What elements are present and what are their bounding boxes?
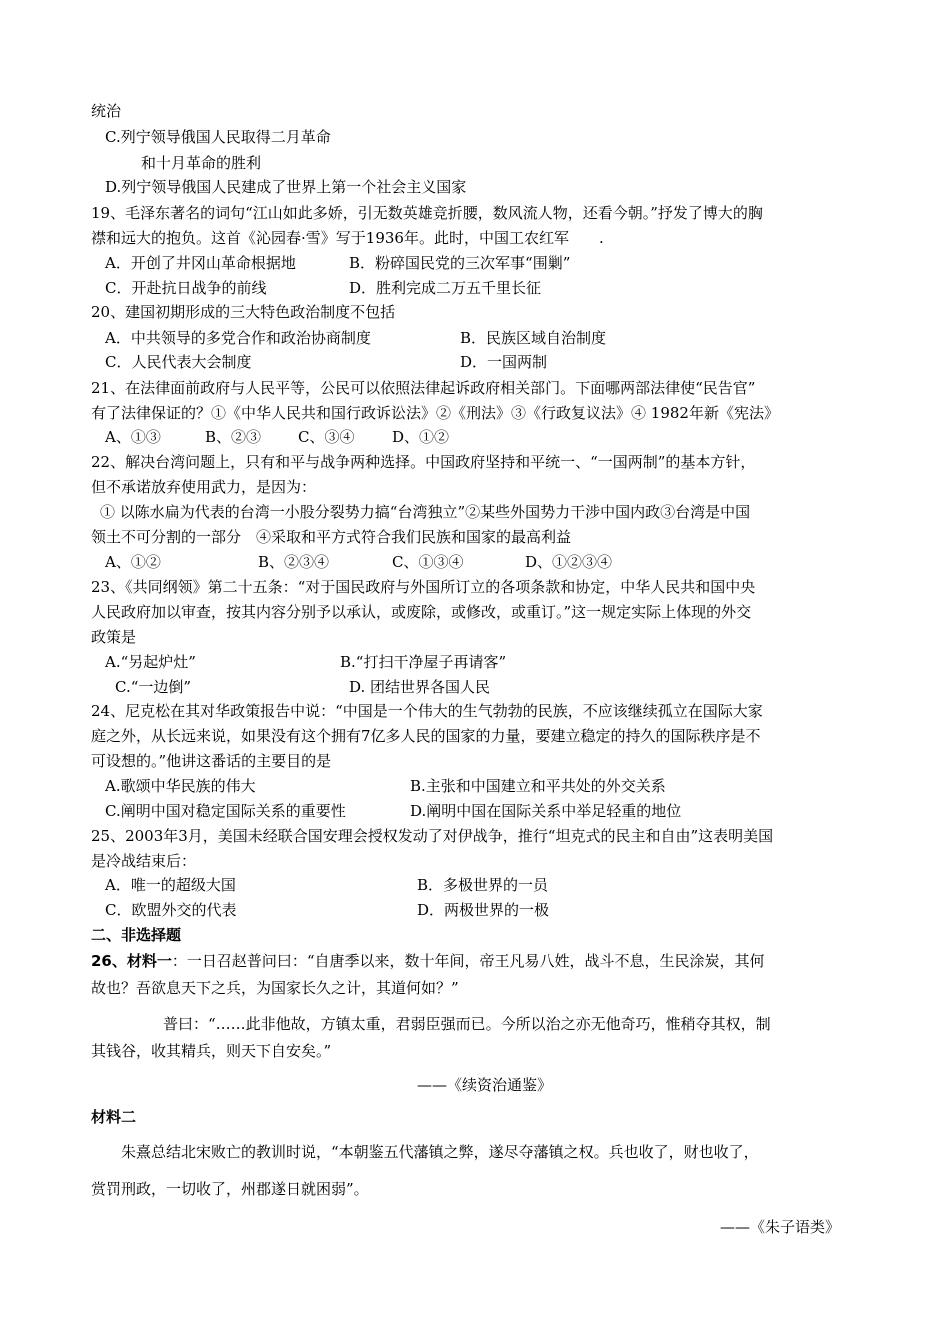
question-23-stem: 政策是	[91, 628, 137, 646]
question-22-option-d: D、①②③④	[525, 553, 613, 571]
question-23-option-c: C.“一边倒”	[115, 678, 192, 696]
question-20-option-d: D．一国两制	[460, 353, 548, 371]
question-19-option-b: B．粉碎国民党的三次军事“围剿”	[349, 254, 571, 272]
question-24-option-b: B.主张和中国建立和平共处的外交关系	[410, 777, 666, 795]
question-24-stem: 庭之外，从长远来说，如果没有这个拥有7亿多人民的国家的力量，要建立稳定的持久的国际秩序是不	[91, 727, 761, 745]
question-26-material-1	[91, 951, 765, 971]
question-25-option-a: A．唯一的超级大国	[105, 876, 236, 894]
question-20-option-b: B．民族区域自治制度	[460, 329, 607, 347]
question-22-option-a: A、①②	[105, 553, 161, 571]
question-21-stem: 有了法律保证的？①《中华人民共和国行政诉讼法》②《刑法》③《行政复议法》④ 1982年新《宪法》	[91, 404, 779, 422]
question-22-stem: 领土不可分割的一部分 ④采取和平方式符合我们民族和国家的最高利益	[91, 528, 572, 546]
question-21-option-b: B、②③	[205, 428, 262, 446]
question-23-option-a: A.“另起炉灶”	[105, 653, 196, 671]
source-citation: ——《续资治通鉴》	[417, 1076, 553, 1094]
question-24-option-c: C.阐明中国对稳定国际关系的重要性	[105, 802, 346, 820]
question-26-text: 故也？吾欲息天下之兵，为国家长久之计，其道何如？”	[91, 979, 459, 997]
question-20-option-c: C．人民代表大会制度	[105, 353, 252, 371]
question-25-option-b: B．多极世界的一员	[417, 876, 549, 894]
question-23-stem: 人民政府加以审查，按其内容分别予以承认，或废除，或修改，或重订。”这一规定实际上体现的外交	[91, 603, 752, 621]
option-d: D.列宁领导俄国人民建成了世界上第一个社会主义国家	[105, 178, 467, 196]
option-c: C.列宁领导俄国人民取得二月革命	[105, 128, 331, 146]
question-26-label: 26、材料一	[91, 952, 172, 970]
question-19-stem: 19、毛泽东著名的词句“江山如此多娇，引无数英雄竞折腰，数风流人物，还看今朝。”抒发了博大的胸	[91, 204, 763, 222]
question-23-option-b: B.“打扫干净屋子再请客”	[340, 653, 507, 671]
question-21-option-a: A、①③	[105, 428, 161, 446]
question-26-text: ：一日召赵普问曰：“自唐季以来，数十年间，帝王凡易八姓，战斗不息，生民涂炭，其何	[171, 952, 765, 970]
question-20-option-a: A．中共领导的多党合作和政治协商制度	[105, 329, 371, 347]
source-citation: ——《朱子语类》	[720, 1218, 841, 1236]
question-23-stem: 23、《共同纲领》第二十五条：“对于国民政府与外国所订立的各项条款和协定，中华人民共和国中央	[91, 578, 756, 596]
question-24-stem: 24、尼克松在其对华政策报告中说：“中国是一个伟大的生气勃勃的民族，不应该继续孤立在国际大家	[91, 702, 763, 720]
question-19-option-d: D．胜利完成二万五千里长征	[349, 279, 542, 297]
section-heading: 二、非选择题	[91, 926, 182, 944]
material-2-heading: 材料二	[91, 1108, 137, 1126]
material-2-text: 朱熹总结北宋败亡的教训时说，“本朝鉴五代藩镇之弊，遂尽夺藩镇之权。兵也收了，财也收了，	[121, 1143, 759, 1161]
material-2-text: 赏罚刑政，一切收了，州郡遂日就困弱”。	[91, 1180, 369, 1198]
question-19-stem: 襟和远大的抱负。这首《沁园春·雪》写于1936年。此时，中国工农红军 .	[91, 229, 604, 247]
question-19-option-a: A．开创了井冈山革命根据地	[105, 254, 296, 272]
question-25-option-c: C．欧盟外交的代表	[105, 901, 237, 919]
question-22-option-b: B、②③④	[258, 553, 330, 571]
question-22-stem: 22、解决台湾问题上，只有和平与战争两种选择。中国政府坚持和平统一、“一国两制”的基本方针，	[91, 453, 756, 471]
question-21-stem: 21、在法律面前政府与人民平等，公民可以依照法律起诉政府相关部门。下面哪两部法律使“民告官”	[91, 379, 756, 397]
question-25-stem: 是冷战结束后：	[91, 852, 197, 870]
question-26-text: 其钱谷，收其精兵，则天下自安矣。”	[91, 1042, 332, 1060]
question-20-stem: 20、建国初期形成的三大特色政治制度不包括	[91, 303, 396, 321]
question-22-stem: ① 以陈水扁为代表的台湾一小股分裂势力搞“台湾独立”②某些外国势力干涉中国内政③台湾是中国	[100, 503, 751, 521]
question-21-option-d: D、①②	[392, 428, 450, 446]
question-25-stem: 25、2003年3月，美国未经联合国安理会授权发动了对伊战争，推行“坦克式的民主和自由”这表明美国	[91, 827, 774, 845]
question-22-stem: 但不承诺放弃使用武力，是因为：	[91, 478, 317, 496]
text-line: 和十月革命的胜利	[141, 154, 262, 172]
question-24-option-a: A.歌颂中华民族的伟大	[105, 777, 256, 795]
question-21-option-c: C、③④	[298, 428, 355, 446]
question-19-option-c: C．开赴抗日战争的前线	[105, 279, 267, 297]
question-24-stem: 可设想的。”他讲这番话的主要目的是	[91, 752, 332, 770]
question-26-text: 普曰：“……此非他故，方镇太重，君弱臣强而已。今所以治之亦无他奇巧，惟稍夺其权，制	[163, 1015, 771, 1033]
question-23-option-d: D. 团结世界各国人民	[349, 678, 491, 696]
question-25-option-d: D．两极世界的一极	[417, 901, 550, 919]
text-line: 统治	[91, 102, 122, 120]
question-24-option-d: D.阐明中国在国际关系中举足轻重的地位	[410, 802, 682, 820]
question-22-option-c: C、①③④	[392, 553, 464, 571]
